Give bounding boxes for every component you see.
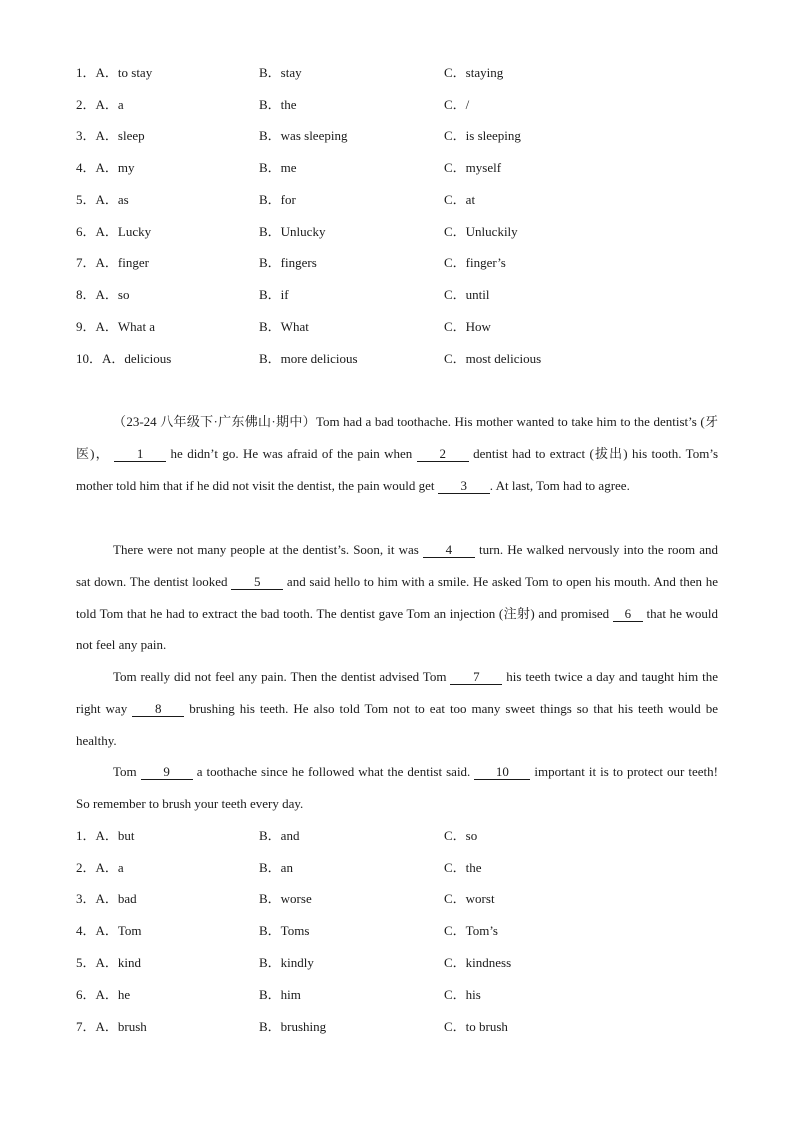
option-a: 8．A．so [76,287,130,302]
blank-9: 9 [141,765,193,780]
option-c: C．How [444,319,491,334]
option-a: 2．A．a [76,97,124,112]
option-b: B．brushing [259,1019,327,1034]
option-c: C．the [444,860,482,875]
option-a: 10．A．delicious [76,351,172,366]
blank-4: 4 [423,543,475,558]
blank-5: 5 [231,575,283,590]
option-a: 6．A．he [76,987,131,1002]
option-c: C．Tom’s [444,923,498,938]
option-c: C．kindness [444,955,512,970]
option-b: B．if [259,287,289,302]
option-b: B．What [259,319,309,334]
option-b: B．stay [259,65,302,80]
option-a: 3．A．sleep [76,128,145,143]
passage-paragraph: （23-24 八年级下·广东佛山·期中）Tom had a bad toothache. His mother wanted to take him to the dentist’s (牙医)， 1 he didn’t go. He was afraid of the pain when 2 dentist had to extract (拔出) his tooth. Tom’s mother told him that if he did not visit the dentist, the pain would get 3 . At last, Tom had to agree. [76,414,718,493]
source-label: （23-24 八年级下·广东佛山·期中） [113,414,316,429]
blank-10: 10 [474,765,530,780]
option-a: 2．A．a [76,860,124,875]
option-c: C．/ [444,97,470,112]
blank-6: 6 [613,607,643,622]
option-a: 4．A．my [76,160,135,175]
blank-7: 7 [450,670,502,685]
blank-3: 3 [438,479,490,494]
option-c: C．his [444,987,481,1002]
option-b: B．kindly [259,955,314,970]
option-a: 1．A．to stay [76,65,153,80]
option-b: B．for [259,192,296,207]
option-b: B．fingers [259,255,317,270]
option-a: 9．A．What a [76,319,156,334]
option-a: 5．A．kind [76,955,142,970]
option-c: C．is sleeping [444,128,521,143]
option-b: B．Unlucky [259,224,326,239]
option-b: B．Toms [259,923,310,938]
option-c: C．worst [444,891,495,906]
option-b: B．the [259,97,297,112]
option-b: B．worse [259,891,312,906]
option-c: C．at [444,192,476,207]
option-c: C．staying [444,65,504,80]
blank-2: 2 [417,447,469,462]
passage-paragraph: Tom 9 a toothache since he followed what the dentist said. 10 important it is to protect our teeth! So remember to brush your teeth every day. [76,764,718,811]
option-a: 1．A．but [76,828,135,843]
option-a: 7．A．brush [76,1019,147,1034]
option-b: B．me [259,160,297,175]
option-b: B．more delicious [259,351,358,366]
option-c: C．most delicious [444,351,542,366]
option-b: B．and [259,828,300,843]
blank-8: 8 [132,702,184,717]
option-b: B．him [259,987,301,1002]
option-c: C．Unluckily [444,224,518,239]
option-c: C．to brush [444,1019,508,1034]
option-a: 4．A．Tom [76,923,142,938]
option-c: C．finger’s [444,255,506,270]
option-a: 7．A．finger [76,255,149,270]
option-c: C．so [444,828,478,843]
option-c: C．myself [444,160,502,175]
blank-1: 1 [114,447,166,462]
passage-paragraph: There were not many people at the dentist’s. Soon, it was 4 turn. He walked nervously into the room and sat down. The dentist looked 5 and said hello to him with a smile. He asked Tom to open his mouth. And then he told Tom that he had to extract the bad tooth. The dentist gave Tom an injection (注射) and promised 6 that he would not feel any pain. [76,542,719,653]
option-b: B．was sleeping [259,128,348,143]
option-a: 3．A．bad [76,891,137,906]
option-b: B．an [259,860,293,875]
passage-paragraph: Tom really did not feel any pain. Then the dentist advised Tom 7 his teeth twice a day and taught him the right way 8 brushing his teeth. He also told Tom not to eat too many sweet things so that his teeth would be healthy. [76,669,719,748]
option-a: 5．A．as [76,192,129,207]
option-a: 6．A．Lucky [76,224,152,239]
option-c: C．until [444,287,490,302]
